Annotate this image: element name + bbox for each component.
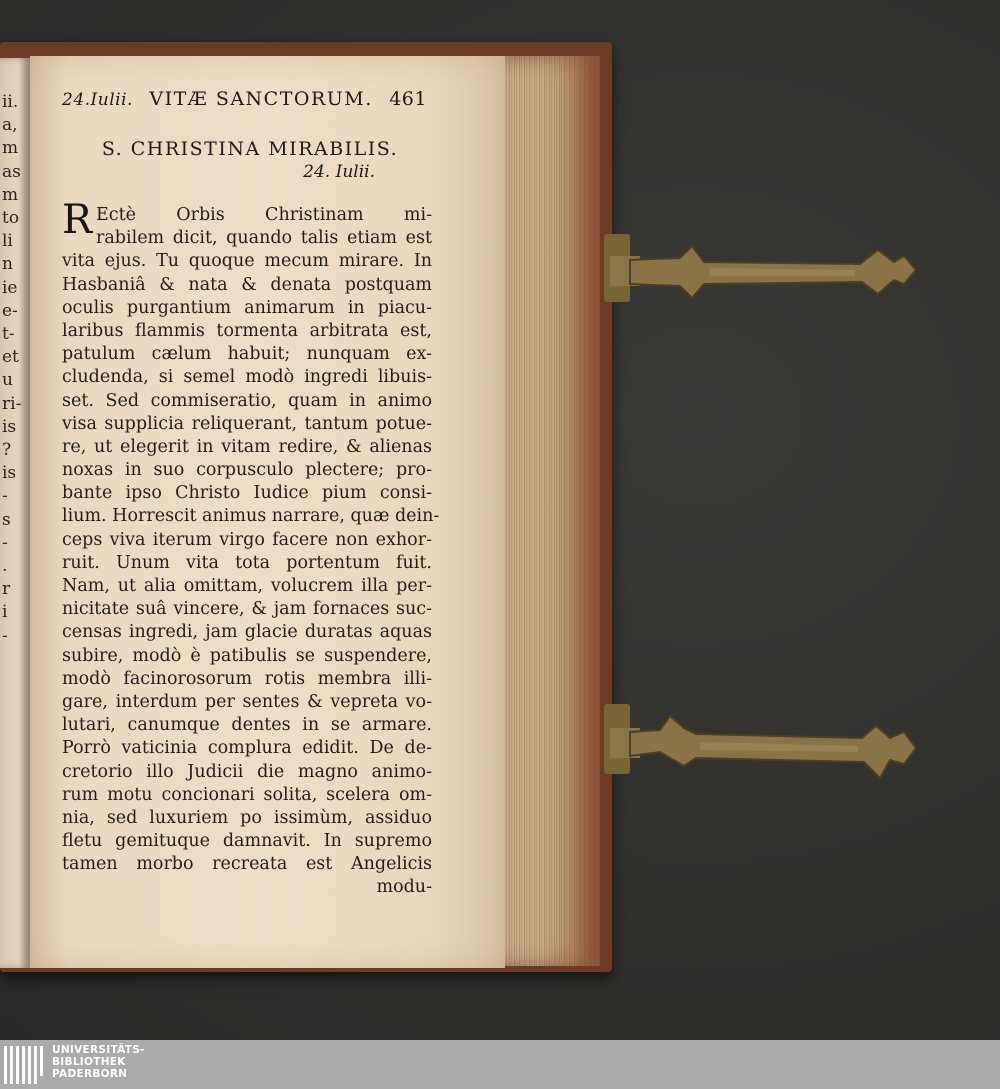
text-line: modu-: [376, 877, 432, 898]
text-line: ruit. Unum vita tota portentum fuit.: [62, 552, 432, 573]
text-line: cludenda, si semel modò ingredi libuis-: [62, 367, 432, 388]
left-page-fragment: r: [2, 579, 11, 600]
left-page-fragment: m: [2, 138, 19, 159]
text-line: nia, sed luxuriem po issimùm, assiduo: [62, 807, 432, 828]
text-line: laribus flammis tormenta arbitrata est,: [62, 320, 432, 341]
text-line: rabilem dicit, quando talis etiam est: [96, 228, 432, 249]
left-page-fragment: t-: [2, 324, 15, 344]
text-line: ceps viva iterum virgo facere non exhor-: [62, 529, 432, 550]
text-line: fletu gemituque damnavit. In supremo: [62, 831, 432, 852]
left-page-fragment: m: [2, 184, 19, 205]
left-page-fragment: s: [2, 509, 11, 530]
text-line: modò facinorosorum rotis membra illi-: [62, 668, 432, 689]
running-head-title: VITÆ SANCTORUM.: [149, 88, 373, 110]
text-line: oculis purgantium animarum in piacu-: [62, 297, 432, 318]
library-footer-bar: [0, 1040, 1000, 1089]
text-line: tamen morbo recreata est Angelicis: [62, 854, 432, 875]
left-page-fragment: ie: [2, 277, 18, 298]
chapter-date: 24. Iulii.: [303, 162, 375, 182]
library-name: [52, 1044, 145, 1080]
text-line: vita ejus. Tu quoque mecum mirare. In: [62, 251, 432, 272]
chapter-heading: S. CHRISTINA MIRABILIS.: [101, 138, 399, 160]
text-line: lutari, canumque dentes in se armare.: [62, 715, 432, 736]
left-page-fragment: n: [2, 254, 13, 275]
page-number: 461: [389, 88, 427, 110]
left-page-fragment: e-: [2, 300, 18, 321]
text-line: set. Sed commiseratio, quam in animo: [62, 390, 432, 411]
library-logo-icon: [4, 1046, 44, 1084]
library-name-line2: BIBLIOTHEK: [52, 1056, 126, 1068]
left-page-fragment: .: [2, 556, 8, 576]
text-line: patulum cælum habuit; nunquam ex-: [62, 344, 432, 365]
left-page-fragment: -: [2, 625, 8, 646]
text-line: Porrò vaticinia complura edidit. De de-: [62, 738, 432, 759]
left-page-fragment: ii.: [2, 92, 19, 112]
library-name-line1: UNIVERSITÄTS-: [52, 1044, 145, 1056]
upper-clasp: [600, 232, 935, 312]
text-line: re, ut elegerit in vitam redire, & alienas: [62, 436, 432, 457]
text-line: censas ingredi, jam glacie duratas aquas: [62, 622, 432, 643]
text-line: gare, interdum per sentes & vepreta vo-: [62, 691, 432, 712]
text-line: subire, modò è patibulis se suspendere,: [62, 645, 432, 666]
text-line: bante ipso Christo Iudice pium consi-: [62, 483, 432, 504]
left-page-fragment: to: [2, 208, 20, 228]
left-page-fragment: li: [2, 231, 13, 252]
drop-capital: R: [62, 197, 93, 243]
left-page-fragment: et: [2, 347, 19, 368]
running-head: [62, 88, 427, 110]
text-line: cretorio illo Judicii die magno animo-: [62, 761, 432, 782]
text-line: noxas in suo corpusculo plectere; pro-: [62, 460, 432, 481]
left-page-fragment: ?: [2, 440, 12, 460]
text-line: Nam, ut alia omittam, volucrem illa per-: [62, 576, 432, 596]
text-line: visa supplicia reliquerant, tantum potue-: [62, 413, 432, 434]
text-line: Ectè Orbis Christinam mi-: [96, 205, 432, 225]
left-page-fragment: u: [2, 370, 13, 391]
left-page-fragment: a,: [2, 115, 18, 136]
text-line: nicitate suâ vincere, & jam fornaces suc-: [62, 599, 432, 620]
body-text: [62, 204, 440, 900]
left-page-fragment: -: [2, 532, 8, 553]
left-page-fragment: i: [2, 602, 8, 623]
text-line: rum motu concionari solita, scelera om-: [62, 784, 432, 805]
left-facing-page: [0, 58, 30, 968]
library-name-line3: PADERBORN: [52, 1068, 128, 1080]
text-line: Hasbaniâ & nata & denata postquam: [62, 274, 432, 295]
left-page-fragment: as: [2, 161, 21, 182]
left-page-fragment: is: [2, 416, 17, 437]
lower-clasp: [600, 702, 940, 802]
running-head-date: 24.Iulii.: [62, 90, 133, 110]
left-page-fragment: -: [2, 486, 8, 507]
text-line: lium. Horrescit animus narrare, quæ dein-: [62, 506, 440, 527]
left-page-fragment: ri-: [2, 393, 22, 414]
page-edges: [505, 56, 600, 966]
left-page-fragment: is: [2, 463, 17, 484]
